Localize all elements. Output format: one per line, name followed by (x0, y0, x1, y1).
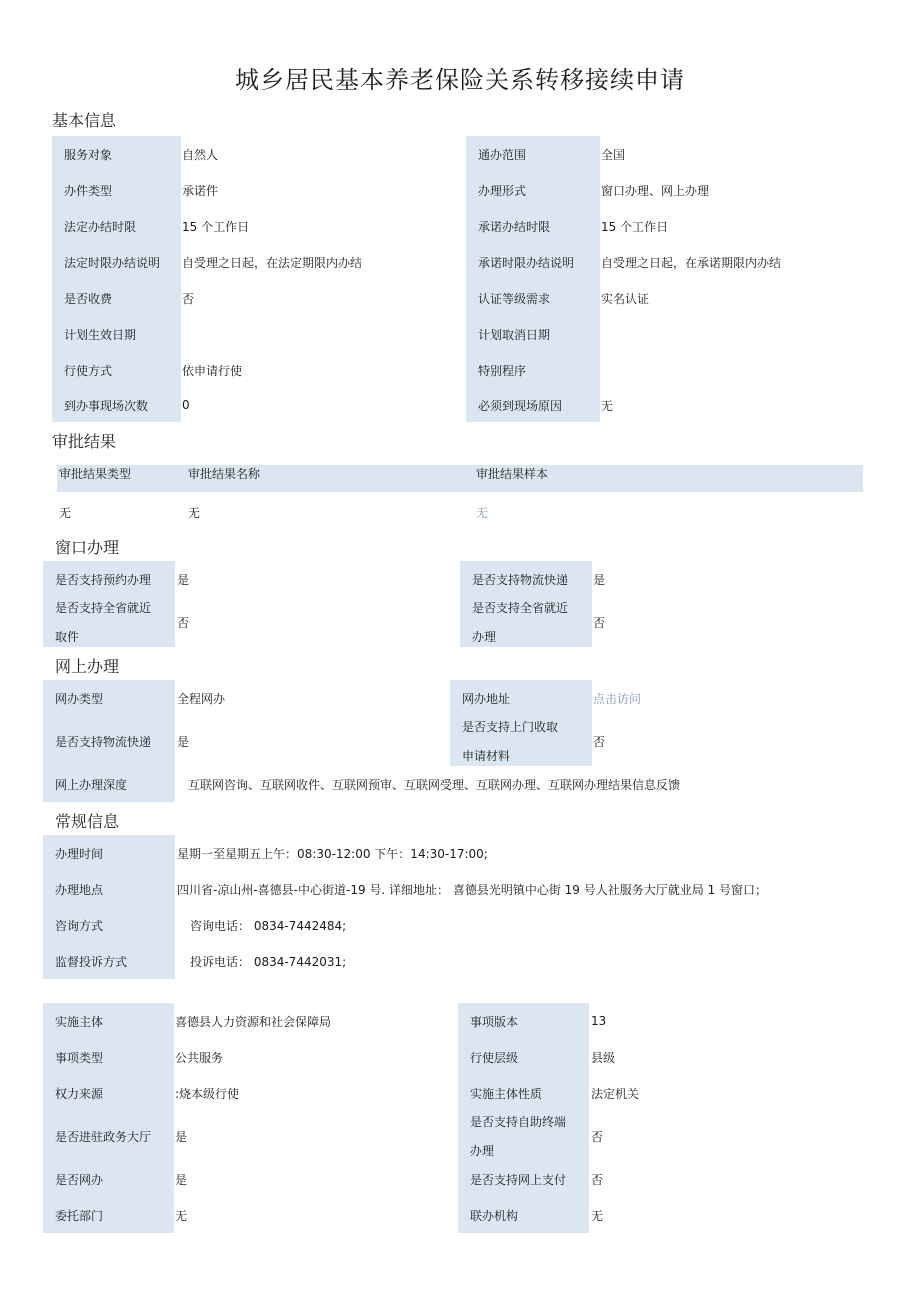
general-value: 投诉电话： 0834-7442031; (190, 954, 347, 969)
window-label-line: 办理 (472, 630, 497, 644)
online-depth-value: 互联网咨询、互联网收件、互联网预审、互联网受理、互联网办理、互联网办理结果信息反馈 (188, 777, 681, 792)
basic-value: 15 个工作日 (182, 219, 250, 234)
window-value: 否 (177, 615, 190, 630)
extra-value: 无 (591, 1208, 604, 1223)
section-general-heading: 常规信息 (55, 812, 120, 831)
approval-sample-link[interactable]: 无 (476, 506, 489, 520)
section-window-heading: 窗口办理 (55, 538, 120, 557)
extra-label: 事项版本 (458, 1003, 589, 1039)
general-value: 咨询电话： 0834-7442484; (190, 918, 347, 933)
online-label-pickup (450, 716, 592, 766)
online-label: 是否支持物流快递 (43, 716, 175, 766)
basic-label: 承诺办结时限 (466, 208, 600, 244)
basic-label: 计划生效日期 (52, 316, 181, 352)
extra-label: 权力来源 (43, 1075, 174, 1111)
extra-value: 否 (591, 1172, 604, 1187)
online-label: 网办类型 (43, 680, 175, 716)
basic-label: 承诺时限办结说明 (466, 244, 600, 280)
general-label: 咨询方式 (43, 907, 175, 943)
extra-value: 无 (175, 1208, 188, 1223)
extra-label-line: 办理 (470, 1144, 495, 1158)
basic-value: 15 个工作日 (601, 219, 669, 234)
extra-value: 法定机关 (591, 1086, 640, 1101)
general-value: 四川省-凉山州-喜德县-中心街道-19 号. 详细地址： 喜德县光明镇中心街 19 号人社服务大厅就业局 1 号窗口； (177, 882, 768, 897)
general-label: 办理地点 (43, 871, 175, 907)
extra-label: 行使层级 (458, 1039, 589, 1075)
extra-label: 是否支持网上支付 (458, 1161, 589, 1197)
extra-value: 喜德县人力资源和社会保障局 (175, 1014, 332, 1029)
section-online-heading: 网上办理 (55, 657, 120, 676)
window-label-line: 是否支持全省就近 (472, 601, 569, 615)
extra-label: 是否网办 (43, 1161, 174, 1197)
approval-header-type: 审批结果类型 (59, 467, 132, 481)
basic-label: 认证等级需求 (466, 280, 600, 316)
online-label-line: 申请材料 (462, 749, 511, 763)
window-label: 是否支持物流快递 (460, 561, 592, 597)
extra-value: 县级 (591, 1050, 616, 1065)
online-value: 全程网办 (177, 691, 226, 706)
online-label-line: 是否支持上门收取 (462, 720, 559, 734)
basic-value: 无 (601, 398, 614, 413)
extra-value: 否 (591, 1129, 604, 1144)
online-value: 是 (177, 734, 190, 749)
extra-value: 是 (175, 1172, 188, 1187)
extra-value: :烧本级行使 (175, 1086, 240, 1101)
basic-value: 0 (182, 398, 190, 412)
approval-header-row (57, 465, 863, 492)
extra-value: 公共服务 (175, 1050, 224, 1065)
basic-value: 承诺件 (182, 183, 219, 198)
approval-value-type: 无 (59, 506, 72, 520)
basic-label: 计划取消日期 (466, 316, 600, 352)
online-label: 网上办理深度 (43, 766, 175, 802)
extra-label: 是否进驻政务大厅 (43, 1111, 174, 1161)
basic-value: 实名认证 (601, 291, 650, 306)
extra-label: 实施主体性质 (458, 1075, 589, 1111)
basic-label: 法定办结时限 (52, 208, 181, 244)
window-label-line: 是否支持全省就近 (55, 601, 152, 615)
approval-header-name: 审批结果名称 (188, 467, 261, 481)
window-label: 是否支持预约办理 (43, 561, 175, 597)
window-value: 是 (177, 572, 190, 587)
basic-value: 自受理之日起，在法定期限内办结 (182, 255, 363, 270)
basic-label: 必须到现场原因 (466, 388, 600, 422)
basic-label: 办理形式 (466, 172, 600, 208)
online-address-link[interactable]: 点击访问 (593, 691, 642, 706)
window-value: 是 (593, 572, 606, 587)
window-label-nearby-handle (460, 597, 592, 647)
section-approval-heading: 审批结果 (52, 432, 117, 451)
general-value: 星期一至星期五上午：08:30-12:00 下午：14:30-17:00; (177, 846, 488, 861)
window-label-line: 取件 (55, 630, 80, 644)
basic-label: 特别程序 (466, 352, 600, 388)
extra-label-self-service (458, 1111, 589, 1161)
online-value: 否 (593, 734, 606, 749)
approval-header-sample: 审批结果样本 (476, 467, 549, 481)
basic-value: 窗口办理、网上办理 (601, 183, 710, 198)
extra-label-line: 是否支持自助终端 (470, 1115, 567, 1129)
general-label: 办理时间 (43, 835, 175, 871)
basic-label: 到办事现场次数 (52, 388, 181, 422)
basic-label: 办件类型 (52, 172, 181, 208)
extra-label: 联办机构 (458, 1197, 589, 1233)
basic-value: 依申请行使 (182, 363, 243, 378)
basic-label: 是否收费 (52, 280, 181, 316)
basic-label: 行使方式 (52, 352, 181, 388)
basic-value: 自受理之日起，在承诺期限内办结 (601, 255, 782, 270)
basic-value: 自然人 (182, 147, 219, 162)
approval-value-name: 无 (188, 506, 201, 520)
extra-label: 事项类型 (43, 1039, 174, 1075)
basic-label: 通办范围 (466, 136, 600, 172)
basic-label: 法定时限办结说明 (52, 244, 181, 280)
extra-label: 委托部门 (43, 1197, 174, 1233)
window-value: 否 (593, 615, 606, 630)
online-label: 网办地址 (450, 680, 592, 716)
window-label-nearby-pickup (43, 597, 175, 647)
basic-value: 否 (182, 291, 195, 306)
extra-value: 是 (175, 1129, 188, 1144)
basic-label: 服务对象 (52, 136, 181, 172)
general-label: 监督投诉方式 (43, 943, 175, 979)
extra-label: 实施主体 (43, 1003, 174, 1039)
extra-value: 13 (591, 1014, 607, 1028)
basic-value: 全国 (601, 147, 626, 162)
section-basic-heading: 基本信息 (52, 111, 117, 130)
page-title: 城乡居民基本养老保险关系转移接续申请 (235, 66, 685, 94)
